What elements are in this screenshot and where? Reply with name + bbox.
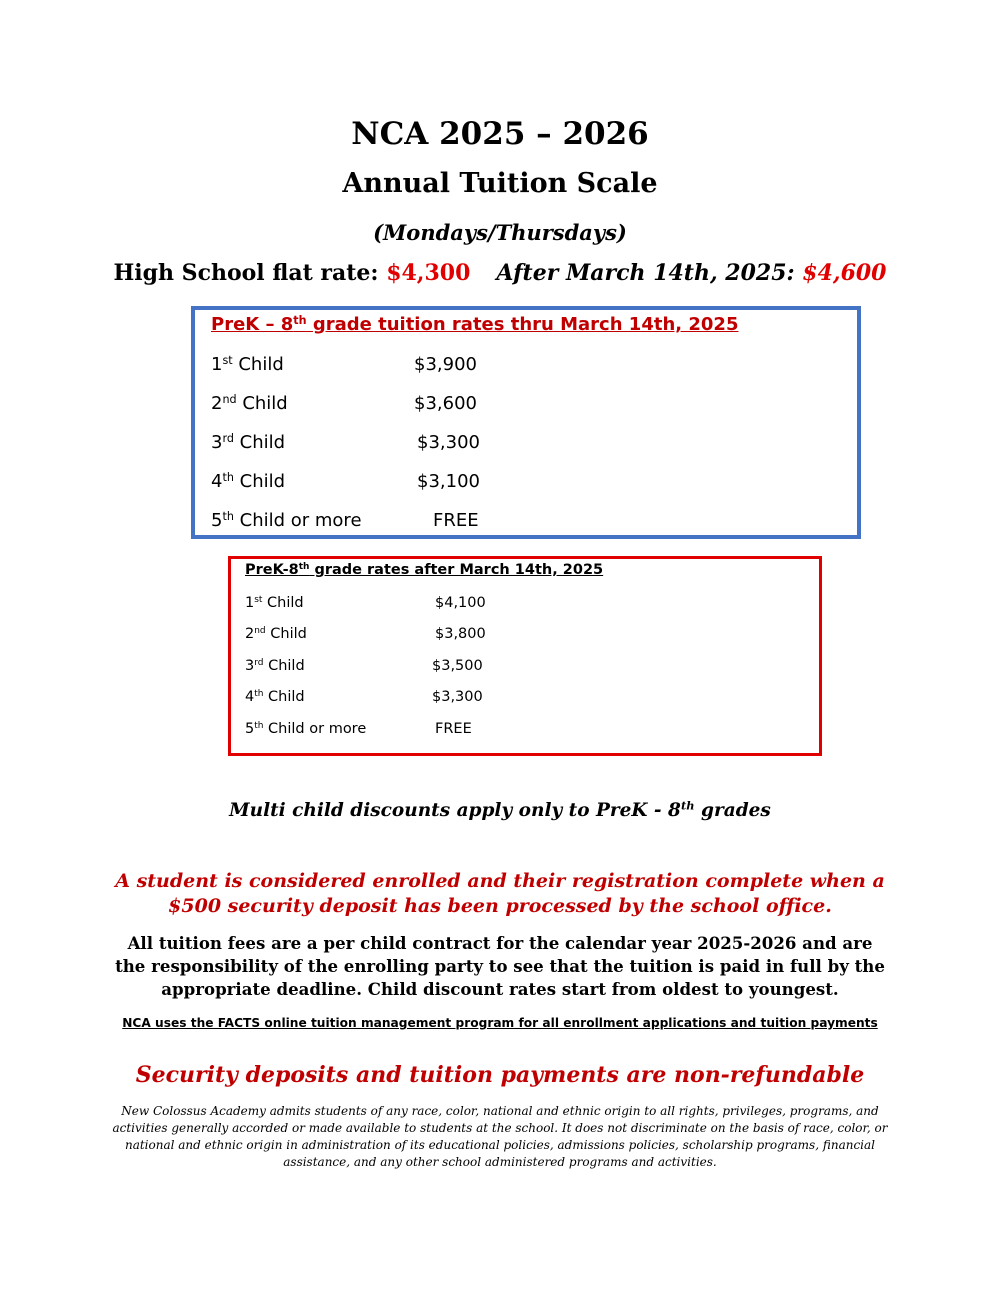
early-rate-amount: $3,600	[414, 393, 477, 414]
late-rate-amount: $3,500	[432, 658, 483, 674]
late-rate-row: 4th Child $3,300	[245, 689, 483, 705]
late-rates-box	[228, 556, 822, 756]
early-rates-box	[191, 306, 861, 539]
nondiscrimination-disclaimer: New Colossus Academy admits students of any race, color, national and ethnic origin to all rights, privileges, programs, and activities generally accorded or made available to students at the school. It does not discriminate on the basis of race, color, or national and ethnic origin in administration of its educational policies, admissions policies, scholarship programs, financial assistance, and any other school administered programs and activities.	[112, 1104, 888, 1169]
after-deadline-rate: $4,600	[802, 260, 887, 286]
late-rate-amount: $3,800	[435, 626, 486, 642]
late-rate-amount: $3,300	[432, 689, 483, 705]
enrollment-note: A student is considered enrolled and their registration complete when a $500 security deposit has been processed by the school office.	[115, 870, 885, 917]
early-rate-amount: $3,900	[414, 354, 477, 375]
early-rate-row: 1st Child $3,900	[211, 353, 477, 375]
high-school-rate: $4,300	[386, 260, 471, 286]
late-rate-amount: $4,100	[435, 595, 486, 611]
late-rate-row: 2nd Child $3,800	[245, 626, 486, 642]
late-rate-amount: FREE	[435, 721, 472, 737]
tuition-fees-note: All tuition fees are a per child contract for the calendar year 2025-2026 and are the responsibility of the enrolling party to see that the tuition is paid in full by the appropriate deadline. Child discount rates start from oldest to youngest.	[115, 933, 885, 999]
early-rate-row: 3rd Child $3,300	[211, 431, 480, 453]
late-rate-row: 3rd Child $3,500	[245, 658, 483, 674]
early-rate-row: 2nd Child $3,600	[211, 392, 477, 414]
early-rate-amount: $3,100	[417, 471, 480, 492]
early-rates-heading: PreK – 8th grade tuition rates thru March 14th, 2025	[211, 313, 739, 335]
page-title: NCA 2025 – 2026	[351, 116, 649, 152]
schedule-days: (Mondays/Thursdays)	[373, 220, 627, 245]
early-rate-amount: $3,300	[417, 432, 480, 453]
high-school-label: High School flat rate:	[113, 260, 387, 286]
high-school-rate-line	[0, 260, 1000, 286]
page-subtitle: Annual Tuition Scale	[342, 168, 658, 199]
multi-child-note: Multi child discounts apply only to PreK - 8th grades	[229, 798, 771, 821]
early-rate-row: 5th Child or more FREE	[211, 509, 479, 531]
facts-program-note: NCA uses the FACTS online tuition management program for all enrollment applications and tuition payments	[122, 1016, 878, 1030]
late-rates-heading: PreK-8th grade rates after March 14th, 2025	[245, 562, 604, 578]
late-rate-row: 1st Child $4,100	[245, 595, 486, 611]
early-rate-amount: FREE	[433, 510, 479, 531]
after-deadline-label: After March 14th, 2025:	[496, 260, 803, 286]
late-rate-row: 5th Child or more FREE	[245, 721, 472, 737]
non-refundable-note: Security deposits and tuition payments are non-refundable	[135, 1062, 865, 1088]
early-rate-row: 4th Child $3,100	[211, 470, 480, 492]
